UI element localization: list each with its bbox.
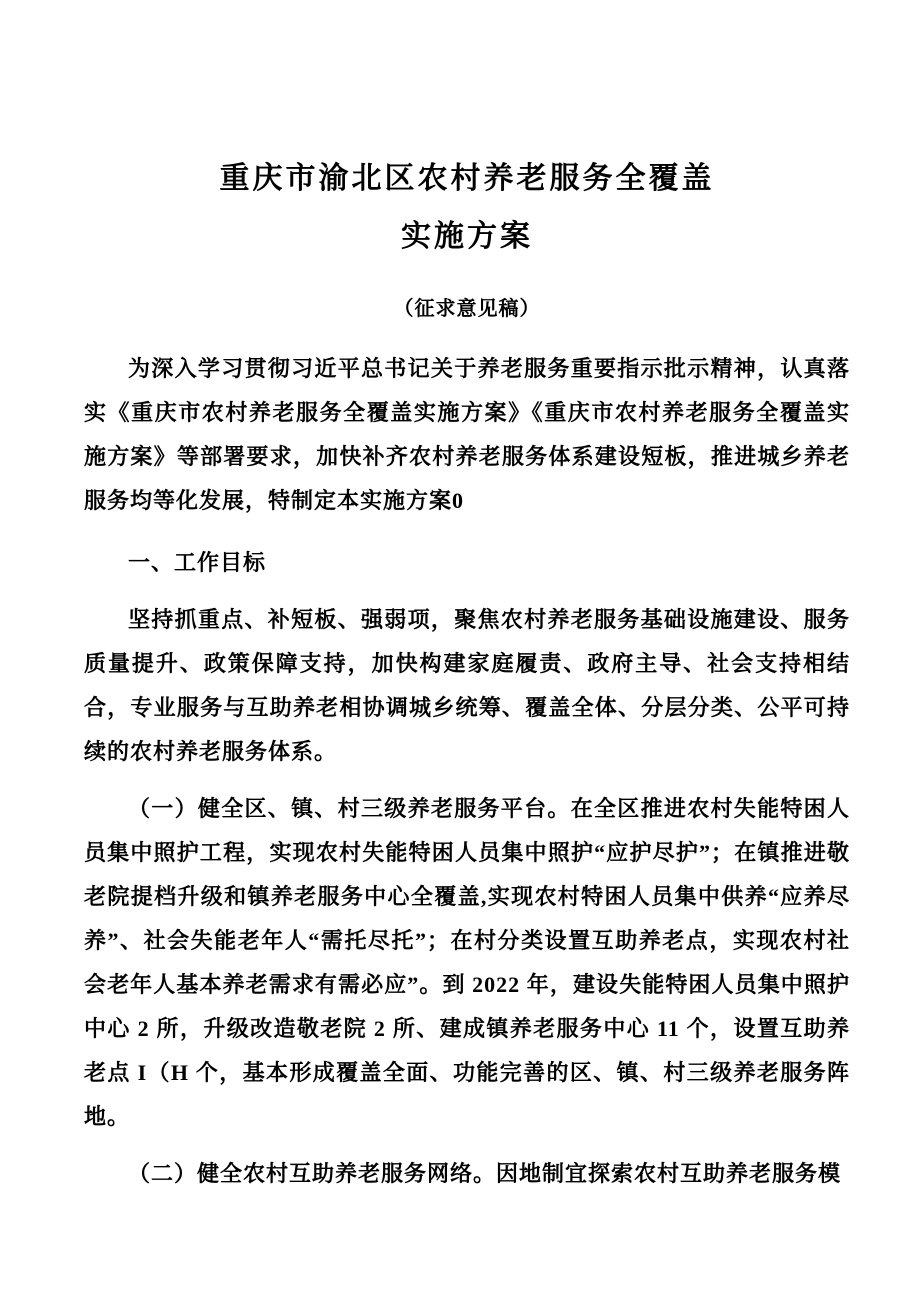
document-title-line2: 实施方案 <box>401 220 533 253</box>
document-title-line1: 重庆市渝北区农村养老服务全覆盖 <box>219 162 715 195</box>
document-title-block <box>84 150 850 266</box>
document-body <box>84 347 850 1196</box>
section-heading-work-goals: 一、工作目标 <box>128 550 267 575</box>
paragraph-item-one: （一）健全区、镇、村三级养老服务平台。在全区推进农村失能特困人员集中照护工程，实现农村失能特困人员集中照护“应护尽护”；在镇推进敬老院提档升级和镇养老服务中心全覆盖,实现农村特困人员集中供养“应养尽养”、社会失能老年人“需托尽托”；在村分类设置互助养老点，实现农村社会老年人基本养老需求有需必应”。到 2022 年，建设失能特困人员集中照护中心 2 所，升级改造敬老院 2 所、建成镇养老服务中心 11 个，设置互助养老点 I（H 个，基本形成覆盖全面、功能完善的区、镇、村三级养老服务阵地。 <box>84 796 850 1129</box>
paragraph-goals-overview: 坚持抓重点、补短板、强弱项，聚焦农村养老服务基础设施建设、服务质量提升、政策保障支持，加快构建家庭履责、政府主导、社会支持相结合，专业服务与互助养老相协调城乡统筹、覆盖全体、分层分类、公平可持续的农村养老服务体系。 <box>84 607 850 764</box>
paragraph-item-two: （二）健全农村互助养老服务网络。因地制宜探索农村互助养老服务模 <box>128 1161 842 1186</box>
document-subtitle: （征求意见稿） <box>393 298 541 320</box>
paragraph-intro: 为深入学习贯彻习近平总书记关于养老服务重要指示批示精神，认真落实《重庆市农村养老服务全覆盖实施方案》《重庆市农村养老服务全覆盖实施方案》等部署要求，加快补齐农村养老服务体系建设短板，推进城乡养老服务均等化发展，特制定本实施方案0 <box>84 356 850 513</box>
